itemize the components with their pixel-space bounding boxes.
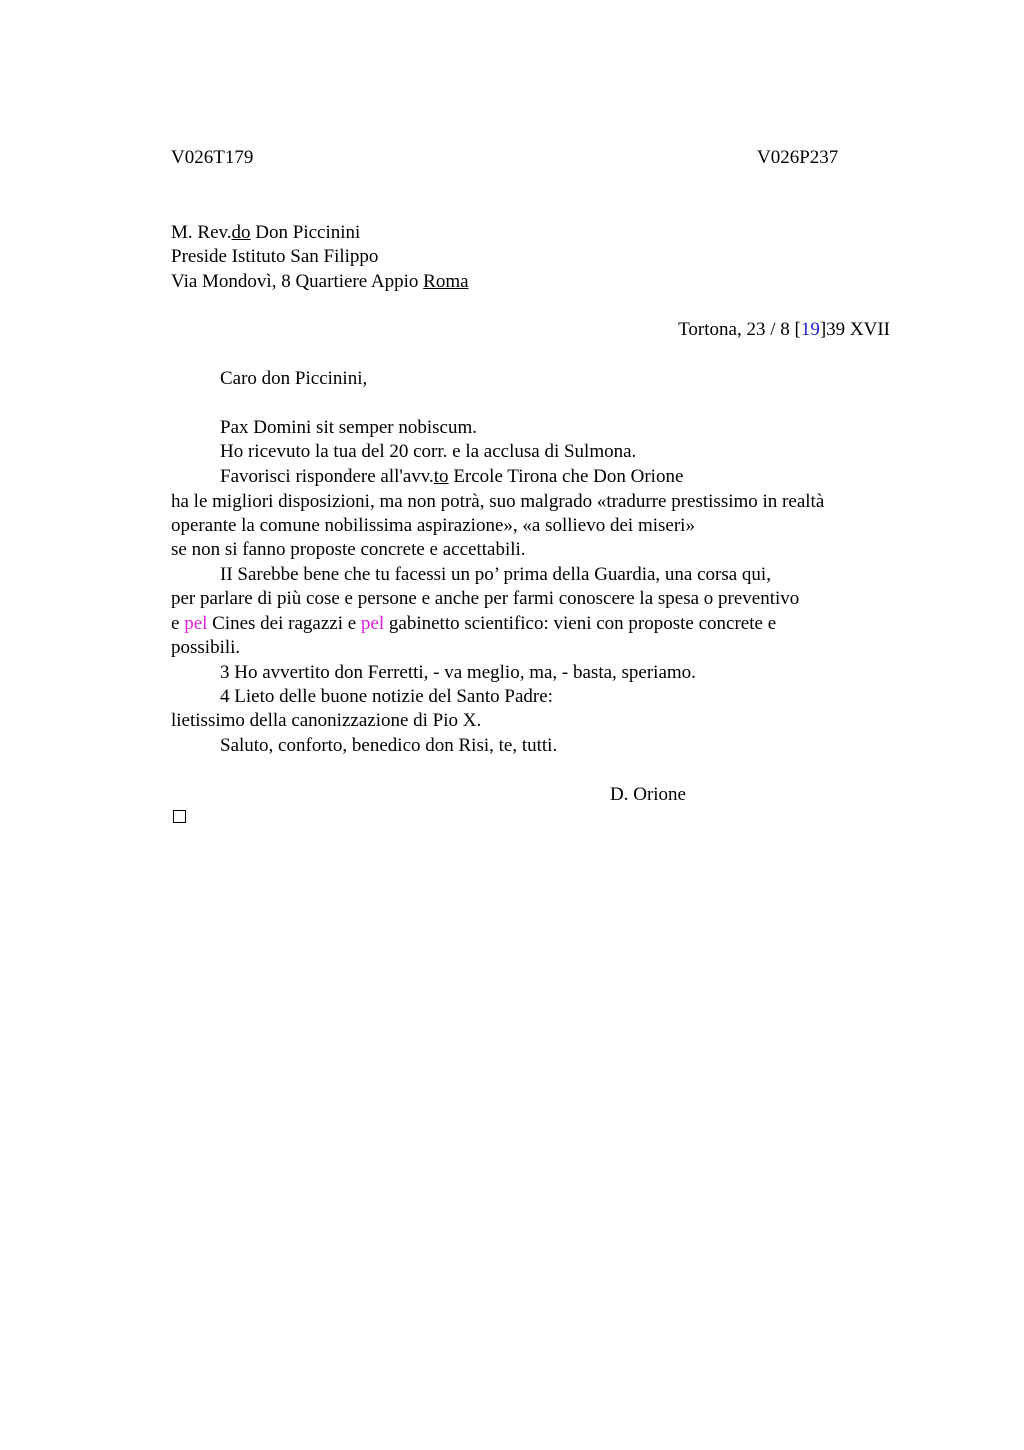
salutation: Caro don Piccinini,: [220, 368, 368, 389]
body-text: Cines dei ragazzi e: [207, 613, 361, 634]
document-code-right: V026P237: [757, 147, 839, 168]
date-suffix: ]39 XVII: [819, 319, 890, 340]
body-text: e: [171, 613, 185, 634]
body-line: Saluto, conforto, benedico don Risi, te, tutti.: [220, 735, 558, 756]
body-line: [171, 612, 776, 636]
address-line-2: Preside Istituto San Filippo: [171, 246, 379, 267]
address-line-3: [171, 270, 469, 294]
signature: D. Orione: [610, 784, 686, 805]
body-line: II Sarebbe bene che tu facessi un po’ prima della Guardia, una corsa qui,: [220, 564, 771, 585]
body-line: ha le migliori disposizioni, ma non potrà, suo malgrado «tradurre prestissimo in realtà: [171, 491, 825, 512]
body-text: Ercole Tirona che Don Orione: [448, 466, 684, 487]
date-editorial-insert: 19: [800, 319, 820, 340]
body-line: Ho ricevuto la tua del 20 corr. e la acclusa di Sulmona.: [220, 441, 637, 462]
highlighted-word: pel: [184, 613, 208, 634]
body-text: gabinetto scientifico: vieni con proposte concrete e: [384, 613, 777, 634]
body-line: possibili.: [171, 637, 241, 658]
body-line: lietissimo della canonizzazione di Pio X.: [171, 710, 482, 731]
address-city: Roma: [423, 271, 469, 292]
body-line: se non si fanno proposte concrete e accettabili.: [171, 539, 526, 560]
address-line-1: [171, 221, 360, 245]
address-title: M. Rev.: [171, 222, 232, 243]
body-line: [220, 465, 683, 489]
body-line: per parlare di più cose e persone e anche per farmi conoscere la spesa o preventivo: [171, 588, 800, 609]
date-prefix: Tortona, 23 / 8 [: [678, 319, 801, 340]
letter-date: [678, 318, 890, 342]
body-line: 3 Ho avvertito don Ferretti, - va meglio, ma, - basta, speriamo.: [220, 662, 696, 683]
document-code-left: V026T179: [171, 147, 254, 168]
body-line: 4 Lieto delle buone notizie del Santo Padre:: [220, 686, 553, 707]
body-abbrev: to: [433, 466, 449, 487]
body-text: Favorisci rispondere all'avv.: [220, 466, 434, 487]
address-recipient: Don Piccinini: [250, 222, 361, 243]
body-line: operante la comune nobilissima aspirazione», «a sollievo dei miseri»: [171, 515, 695, 536]
address-street: Via Mondovì, 8 Quartiere Appio: [171, 271, 424, 292]
body-line: Pax Domini sit semper nobiscum.: [220, 417, 478, 438]
highlighted-word: pel: [360, 613, 385, 634]
end-marker-box-icon: [173, 810, 186, 823]
address-title-abbrev: do: [231, 222, 251, 243]
